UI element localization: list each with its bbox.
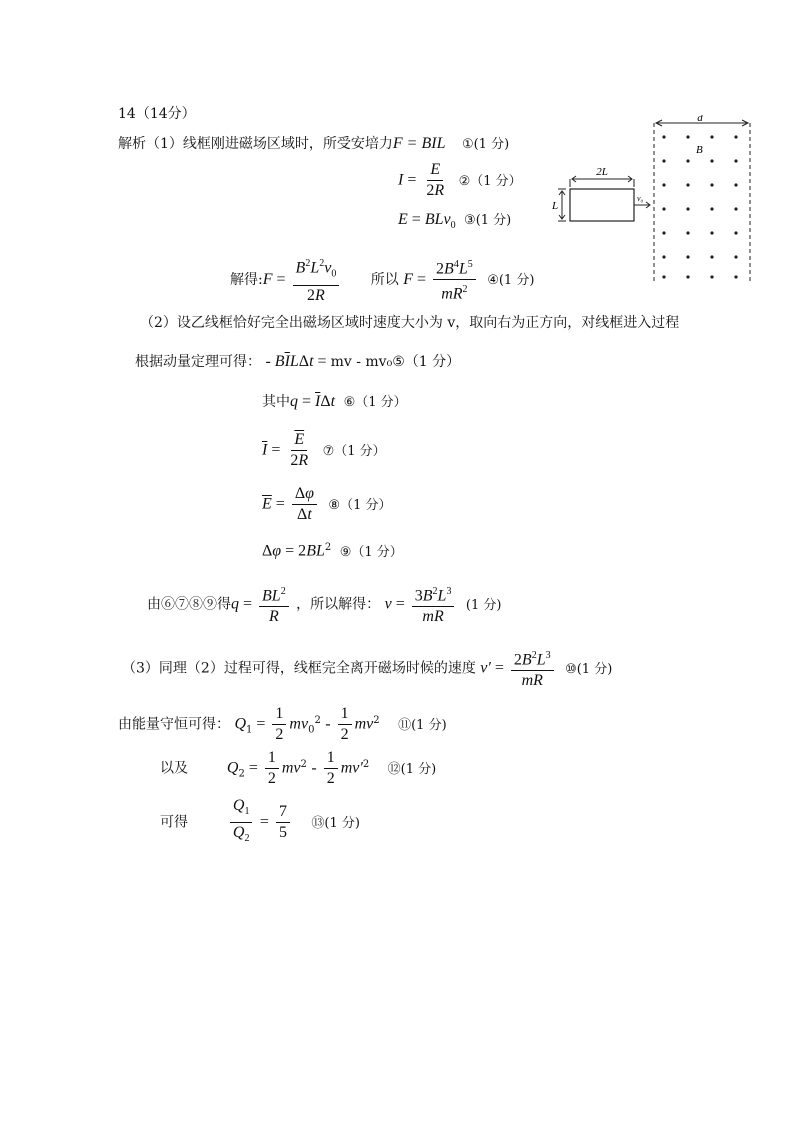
mark-12: ⑫(1 分) — [387, 761, 437, 777]
emf-equation: E = BLv$_0$ ③(1 分) — [398, 211, 512, 232]
mark-3: ③(1 分) — [464, 213, 512, 228]
ratio-equation: 可得 $\frac{Q_1}{Q_2}$ = $\frac{7}{5}$ ⑬(1 分) — [160, 797, 360, 845]
avg-emf-equation: $\overline{E}$ = $\frac{\Delta\varphi}{\Delta t}$ ⑧（1 分） — [262, 485, 392, 523]
twoL-label: 2L — [596, 166, 608, 178]
energy-equation-1: 由能量守恒可得： $Q_1$ = $\frac{1}{2}$ $mv_0^2$ - $\frac{1}{2}$ $mv^2$ ⑪(1 分) — [118, 705, 447, 743]
mark-1: ①(1 分) — [461, 137, 510, 152]
mark-7: ⑦（1 分） — [322, 443, 386, 459]
mark-8: ⑧（1 分） — [328, 497, 392, 513]
part1-line1 — [118, 134, 509, 155]
v0-label: v₀ — [637, 194, 644, 203]
energy-label: 由能量守恒可得： — [118, 716, 230, 733]
b-label: B — [696, 144, 703, 156]
ratio-denominator: 5 — [278, 824, 287, 842]
momentum-lead: 根据动量定理可得： — [135, 354, 261, 370]
qizhong-label: 其中 — [262, 394, 290, 410]
L-label: L — [552, 200, 559, 212]
energy-equation-2: 以及 $Q_2$ = $\frac{1}{2}$ $mv^2$ - $\frac{1}{2}$ $mv'^2$ ⑫(1 分) — [160, 749, 437, 787]
yiji-label: 以及 — [160, 760, 188, 777]
momentum-tail: mv - mv₀⑤（1 分） — [330, 354, 461, 370]
kede-label: 可得 — [160, 814, 188, 831]
mark-10: ⑩(1 分) — [565, 661, 613, 677]
solve-label: 解得: — [230, 271, 263, 288]
question-number: 14（14分） — [118, 106, 196, 122]
ampere-force-equation: F = BIL — [392, 135, 446, 152]
mark-9: ⑨（1 分） — [339, 544, 403, 560]
mark-6: ⑥（1 分） — [343, 395, 407, 410]
flux-equation: $\Delta\varphi = 2BL^2$ ⑨（1 分） — [262, 542, 403, 560]
charge-equation: 其中$q = \overline{I}\Delta t$ ⑥（1 分） — [262, 393, 407, 410]
velocity-result: 由⑥⑦⑧⑨得q = $\frac{BL^2}{R}$ ，所以解得： v = $\frac{3B^2L^3}{mR}$ (1 分) — [147, 582, 501, 627]
ratio-numerator: 7 — [276, 802, 290, 823]
d-label: d — [697, 115, 703, 124]
avg-current-equation: $\overline{I}$ = $\frac{\overline{E}}{2R}$ ⑦（1 分） — [262, 431, 386, 469]
mark-13: ⑬(1 分) — [311, 815, 360, 831]
part3-intro: （3）同理（2）过程可得，线框完全离开磁场时候的速度 v′ = $\frac{2B^2L^3}{mR}$ ⑩(1 分) — [122, 646, 612, 691]
part3-intro-text: （3）同理（2）过程可得，线框完全离开磁场时候的速度 — [122, 660, 476, 677]
wire-frame — [570, 189, 634, 221]
force-result: 解得:F = $\frac{B^2L^2v_0}{2R}$ 所以 F = $\frac{2B^4L^5}{mR^2}$ ④(1 分) — [230, 254, 534, 306]
mark-v: (1 分) — [465, 597, 502, 613]
mark-11: ⑪(1 分) — [398, 717, 447, 733]
magnetic-field-diagram — [540, 115, 760, 285]
part2-intro: （2）设乙线框恰好完全出磁场区域时速度大小为 v，取向右为正方向，对线框进入过程 — [140, 315, 680, 331]
from-label: 由⑥⑦⑧⑨得 — [147, 596, 231, 613]
mark-2: ②（1 分） — [458, 173, 522, 189]
current-equation: I = $\frac{E}{2R}$ ②（1 分） — [398, 161, 522, 199]
part1-intro: 解析（1）线框刚进磁场区域时，所受安培力 — [118, 136, 393, 152]
mark-4: ④(1 分) — [487, 272, 535, 288]
momentum-equation: 根据动量定理可得： - $B\overline{I}L\Delta t$ = mv - mv₀⑤（1 分） — [135, 353, 461, 370]
so-label: 所以 — [370, 271, 399, 288]
so-solve-label: ，所以解得： — [296, 596, 381, 613]
